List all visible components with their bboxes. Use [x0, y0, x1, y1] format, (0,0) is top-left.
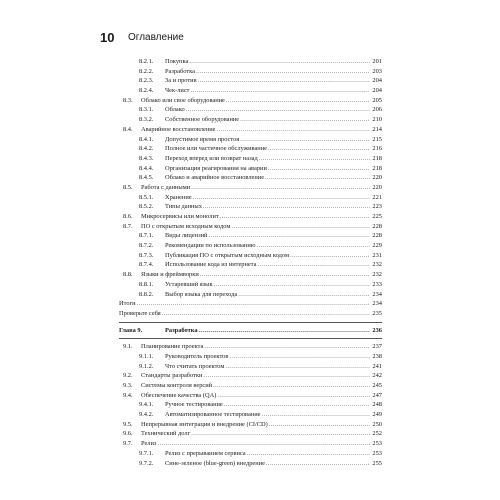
toc-entry-page: 218	[372, 164, 382, 172]
toc-entry-title: Разработка . . .	[165, 67, 370, 77]
toc-entry-number: 8.2.2.	[139, 67, 154, 75]
toc-entry-page: 253	[372, 440, 382, 448]
toc-entry-number: 9.7.2.	[139, 459, 154, 467]
toc-entry[interactable]	[119, 410, 382, 420]
toc-entry-page: 204	[372, 87, 382, 95]
toc-entry[interactable]	[119, 96, 382, 106]
toc-entry-page: 247	[372, 391, 382, 399]
toc-entry-number: 8.7.3.	[139, 251, 154, 259]
toc-entry[interactable]	[119, 362, 382, 372]
toc-entry-title: Планирование проекта . . .	[141, 342, 370, 352]
toc-entry-number: 8.3.	[123, 96, 133, 104]
toc-entry-page: 234	[372, 290, 382, 298]
toc-entry-title: Устаревший язык . . .	[165, 280, 370, 290]
toc-entry-title: Языки и фреймворки . . .	[141, 270, 370, 280]
toc-entry-title: Виды лицензий . . .	[165, 231, 370, 241]
toc-entry[interactable]	[119, 144, 382, 154]
toc-entry-page: 218	[372, 154, 382, 162]
toc-entry-number: 8.2.4.	[139, 87, 154, 95]
toc-entry[interactable]	[119, 251, 382, 261]
toc-entry-number: 9.2.	[123, 372, 133, 380]
toc-entry-page: 203	[372, 67, 382, 75]
toc-entry[interactable]	[119, 400, 382, 410]
toc-entry-number: 8.5.2.	[139, 203, 154, 211]
toc-entry-page: 228	[372, 232, 382, 240]
toc-entry-title: Руководитель проектов . . .	[165, 352, 370, 362]
toc-entry-number: 8.4.2.	[139, 145, 154, 153]
toc-entry[interactable]	[119, 76, 382, 86]
toc-entry-number: 8.5.	[123, 183, 133, 191]
toc-entry-page: 234	[372, 300, 382, 308]
toc-entry[interactable]	[119, 290, 382, 300]
toc-entry[interactable]	[119, 280, 382, 290]
toc-entry-number: 8.7.1.	[139, 232, 154, 240]
toc-entry-page: 249	[372, 411, 382, 419]
toc-entry-title: Аварийное восстановление . . .	[141, 125, 370, 135]
toc-entry-page: 252	[372, 430, 382, 438]
toc-entry-title: Полное или частичное обслуживание . . .	[165, 144, 370, 154]
toc-entry-number: 8.2.1.	[139, 58, 154, 65]
toc-entry[interactable]	[119, 212, 382, 222]
toc-entry-number: 9.7.1.	[139, 449, 154, 457]
toc-entry-title: Организация реагирования на аварии . . .	[165, 164, 370, 174]
toc-entry[interactable]	[119, 125, 382, 135]
toc-entry-page: 220	[372, 183, 382, 191]
toc-entry[interactable]	[119, 231, 382, 241]
toc-entry-title: Хранение . . .	[165, 193, 370, 203]
toc-entry-title: Разработка . . .	[165, 326, 370, 336]
toc-entry-number: 8.8.	[123, 271, 133, 279]
toc-entry-number: Глава 9.	[119, 326, 143, 334]
toc-entry[interactable]	[119, 164, 382, 174]
toc-entry-page: 206	[372, 106, 382, 114]
toc-entry[interactable]	[119, 299, 382, 309]
toc-entry[interactable]	[119, 342, 382, 352]
toc-entry-number: 8.7.4.	[139, 261, 154, 269]
toc-entry-page: 215	[372, 135, 382, 143]
toc-entry-title: Покупка . . .	[165, 57, 370, 67]
toc-entry-page: 221	[372, 193, 382, 201]
toc-entry-number: 9.4.	[123, 391, 133, 399]
toc-entry[interactable]	[119, 154, 382, 164]
toc-entry-title: Рекомендации по использованию . . .	[165, 241, 370, 251]
chapter-separator	[119, 338, 382, 339]
toc-entry[interactable]	[119, 270, 382, 280]
toc-entry-number: 8.7.2.	[139, 242, 154, 250]
toc-entry-title: Автоматизированное тестирование . . .	[165, 410, 370, 420]
toc-entry[interactable]	[119, 173, 382, 183]
toc-entry-number: 8.4.3.	[139, 154, 154, 162]
toc-entry-page: 231	[372, 251, 382, 259]
toc-entry-page: 229	[372, 242, 382, 250]
toc-entry-number: 9.3.	[123, 382, 133, 389]
toc-entry-number: 9.1.	[123, 343, 133, 351]
toc-entry[interactable]	[119, 381, 382, 391]
toc-entry-page: 250	[372, 420, 382, 428]
toc-entry-title: Проверьте себя . . .	[119, 309, 370, 319]
toc-entry-title: Непрерывная интеграция и внедрение (CI/CD) . . .	[141, 420, 370, 430]
toc-entry-title: Стандарты разработки . . .	[141, 371, 370, 381]
toc-entry-page: 255	[372, 459, 382, 467]
toc-entry-title: Облако или свое оборудование . . .	[141, 96, 370, 106]
toc-entry-page: 225	[372, 213, 382, 220]
toc-entry-title: Облако . . .	[165, 105, 370, 115]
toc-entry-page: 201	[372, 58, 382, 65]
toc-entry-page: 235	[372, 309, 382, 317]
toc-entry-number: 9.1.2.	[139, 362, 154, 370]
toc-entry[interactable]	[119, 420, 382, 430]
toc-entry-title: Публикация ПО с открытым исходным кодом . . .	[165, 251, 370, 261]
toc-entry-page: 253	[372, 449, 382, 457]
toc-entry-title: Ручное тестирование . . .	[165, 400, 370, 410]
toc-entry-page: 205	[372, 96, 382, 104]
toc-entry-title: Переход вперед или возврат назад . . .	[165, 154, 370, 164]
toc-entry-number: 8.4.4.	[139, 164, 154, 172]
toc-entry-page: 214	[372, 125, 382, 133]
toc-entry[interactable]	[119, 309, 382, 319]
toc-entry-page: 232	[372, 271, 382, 279]
toc-entry[interactable]	[119, 352, 382, 362]
toc-entry[interactable]	[119, 449, 382, 459]
toc-entry-title: Типы данных . . .	[165, 202, 370, 212]
table-of-contents	[119, 57, 382, 468]
toc-entry[interactable]	[119, 67, 382, 77]
toc-entry-number: 8.8.1.	[139, 280, 154, 288]
toc-entry-number: 8.2.3.	[139, 77, 154, 85]
toc-entry-number: 8.6.	[123, 213, 133, 220]
toc-entry-page: 232	[372, 261, 382, 269]
toc-entry-page: 241	[372, 362, 382, 370]
toc-entry-title: Системы контроля версий . . .	[141, 381, 370, 391]
toc-entry-title: Релиз . . .	[141, 439, 370, 449]
toc-entry-page: 242	[372, 372, 382, 380]
toc-entry[interactable]	[119, 57, 382, 67]
toc-entry-page: 237	[372, 343, 382, 351]
toc-entry[interactable]	[119, 105, 382, 115]
toc-entry[interactable]	[119, 202, 382, 212]
toc-entry-page: 228	[372, 222, 382, 230]
toc-entry[interactable]	[119, 183, 382, 193]
toc-entry[interactable]	[119, 222, 382, 232]
toc-entry-number: 9.4.1.	[139, 401, 154, 409]
page-number: 10	[100, 30, 115, 45]
toc-entry[interactable]	[119, 371, 382, 381]
toc-entry[interactable]	[119, 115, 382, 125]
toc-entry[interactable]	[119, 391, 382, 401]
toc-entry-number: 8.7.	[123, 222, 133, 230]
toc-entry-number: 8.4.	[123, 125, 133, 133]
toc-entry-title: Микросервисы или монолит . . .	[141, 212, 370, 222]
toc-entry-title: За и против . . .	[165, 76, 370, 86]
toc-entry[interactable]	[119, 86, 382, 96]
toc-entry-number: 8.4.5.	[139, 174, 154, 182]
toc-entry-title: Что считать проектом . . .	[165, 362, 370, 372]
toc-entry-title: Работа с данными . . .	[141, 183, 370, 193]
toc-entry-number: 8.3.2.	[139, 116, 154, 124]
toc-entry-title: Сине-зеленое (blue-green) внедрение . . .	[165, 459, 370, 469]
toc-entry[interactable]	[119, 459, 382, 469]
toc-entry-title: Облако и аварийное восстановление . . .	[165, 173, 370, 183]
toc-entry-title: Использование кода из интернета . . .	[165, 260, 370, 270]
toc-entry[interactable]	[119, 429, 382, 439]
toc-entry-number: 9.5.	[123, 420, 133, 428]
toc-entry[interactable]	[119, 439, 382, 449]
toc-entry-number: 8.8.2.	[139, 290, 154, 298]
toc-entry-number: 8.3.1.	[139, 106, 154, 114]
toc-entry-page: 223	[372, 203, 382, 211]
section-title: Оглавление	[128, 32, 184, 43]
toc-entry-title: Выбор языка для перехода . . .	[165, 290, 370, 300]
chapter-separator	[119, 322, 382, 323]
toc-entry-title: Релиз с прерыванием сервиса . . .	[165, 449, 370, 459]
toc-entry-page: 245	[372, 382, 382, 389]
toc-entry[interactable]	[119, 135, 382, 145]
toc-entry-page: 248	[372, 401, 382, 409]
toc-entry-title: ПО с открытым исходным кодом . . .	[141, 222, 370, 232]
toc-entry-page: 220	[372, 174, 382, 182]
toc-entry-title: Итоги . . .	[119, 299, 370, 309]
toc-entry-page: 210	[372, 116, 382, 124]
toc-entry-page: 236	[372, 326, 382, 334]
toc-entry-number: 8.4.1.	[139, 135, 154, 143]
toc-entry-number: 9.4.2.	[139, 411, 154, 419]
toc-entry[interactable]	[119, 260, 382, 270]
toc-entry-page: 216	[372, 145, 382, 153]
toc-entry-title: Собственное оборудование . . .	[165, 115, 370, 125]
toc-entry-title: Чек-лист . . .	[165, 86, 370, 96]
toc-entry-number: 9.1.1.	[139, 352, 154, 360]
toc-entry[interactable]	[119, 241, 382, 251]
toc-entry-page: 204	[372, 77, 382, 85]
toc-entry-title: Допустимое время простоя . . .	[165, 135, 370, 145]
toc-entry-number: 9.6.	[123, 430, 133, 438]
toc-chapter-entry[interactable]	[119, 326, 382, 336]
toc-entry-page: 233	[372, 280, 382, 288]
toc-entry-number: 9.7.	[123, 440, 133, 448]
toc-entry[interactable]	[119, 193, 382, 203]
toc-entry-number: 8.5.1.	[139, 193, 154, 201]
toc-entry-title: Технический долг . . .	[141, 429, 370, 439]
toc-entry-title: Обеспечение качества (QA) . . .	[141, 391, 370, 401]
toc-entry-page: 238	[372, 352, 382, 360]
